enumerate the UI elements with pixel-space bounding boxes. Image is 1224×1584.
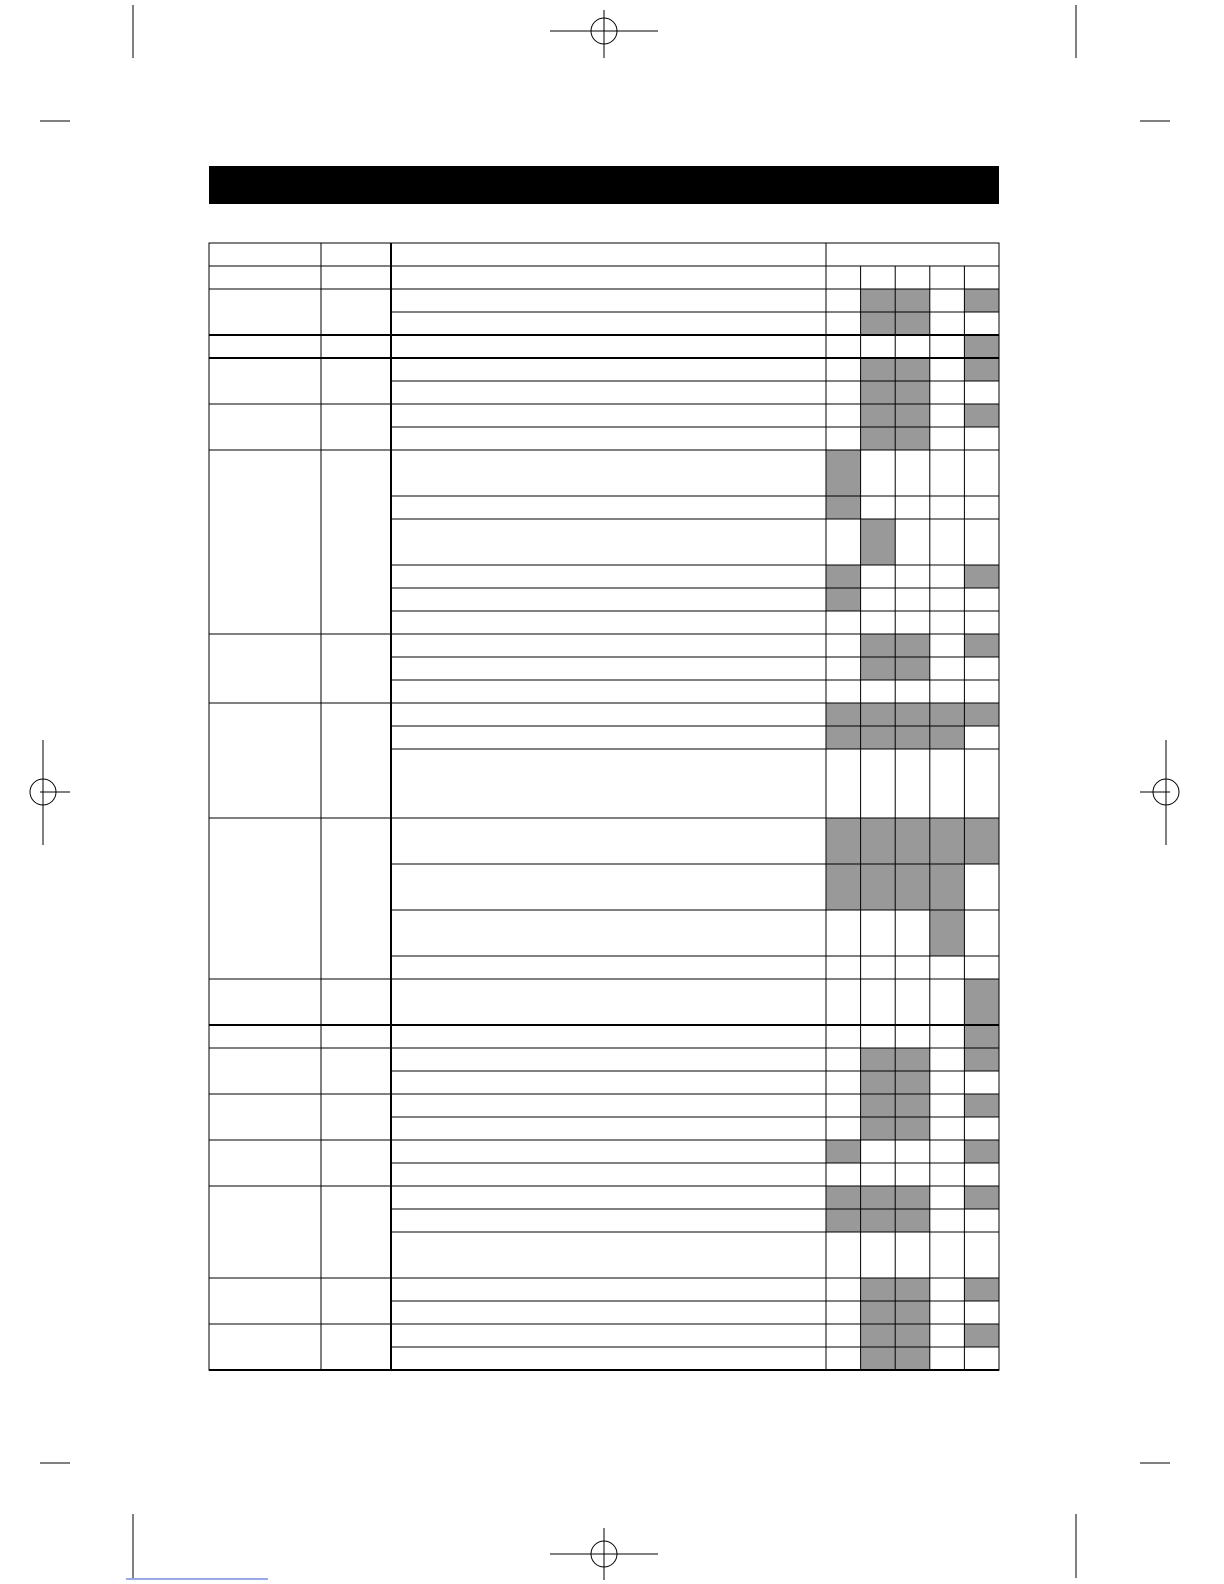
shaded-cell — [895, 1301, 930, 1324]
shaded-cell — [895, 1186, 930, 1209]
shaded-cell — [964, 358, 999, 381]
shaded-cell — [964, 404, 999, 427]
shaded-cell — [964, 1025, 999, 1048]
shaded-cell — [826, 496, 861, 519]
shaded-cell — [826, 588, 861, 611]
shaded-cell — [895, 381, 930, 404]
shaded-cell — [895, 864, 930, 910]
shaded-cell — [861, 726, 896, 749]
shaded-cell — [861, 1347, 896, 1370]
shaded-cell — [964, 289, 999, 312]
shaded-cell — [930, 864, 965, 910]
shaded-cell — [895, 312, 930, 335]
shaded-cell — [930, 910, 965, 956]
shaded-cell — [861, 381, 896, 404]
shaded-cell — [964, 1048, 999, 1071]
shaded-cell — [826, 818, 861, 864]
shaded-cell — [861, 1094, 896, 1117]
shaded-cell — [826, 1186, 861, 1209]
shaded-cell — [861, 312, 896, 335]
shaded-cell — [895, 404, 930, 427]
shaded-cell — [895, 657, 930, 680]
shaded-cell — [861, 818, 896, 864]
shaded-cell — [964, 565, 999, 588]
shaded-cell — [826, 1140, 861, 1163]
shaded-cell — [895, 1094, 930, 1117]
shaded-cell — [895, 1347, 930, 1370]
shaded-cell — [861, 289, 896, 312]
shaded-cell — [861, 634, 896, 657]
shaded-cell — [861, 358, 896, 381]
shaded-cell — [861, 1209, 896, 1232]
shaded-cell — [861, 404, 896, 427]
shaded-cell — [861, 427, 896, 450]
shaded-cell — [895, 427, 930, 450]
shaded-cell — [895, 1048, 930, 1071]
shaded-cell — [861, 1071, 896, 1094]
shaded-cell — [930, 818, 965, 864]
shaded-cell — [895, 1278, 930, 1301]
shaded-cell — [964, 1186, 999, 1209]
shaded-cell — [895, 1209, 930, 1232]
shaded-cell — [826, 450, 861, 496]
shaded-cell — [964, 818, 999, 864]
shaded-cell — [826, 565, 861, 588]
shaded-cell — [861, 519, 896, 565]
shaded-cell — [861, 1324, 896, 1347]
shaded-cell — [861, 1186, 896, 1209]
shaded-cell — [895, 289, 930, 312]
shaded-cell — [930, 726, 965, 749]
shaded-cell — [895, 1324, 930, 1347]
shaded-cell — [861, 703, 896, 726]
shaded-cell — [826, 1209, 861, 1232]
shaded-cell — [964, 335, 999, 358]
shaded-cell — [964, 703, 999, 726]
shaded-cell — [895, 634, 930, 657]
shaded-cell — [895, 703, 930, 726]
shaded-cell — [826, 864, 861, 910]
shaded-cell — [964, 1278, 999, 1301]
shaded-cell — [826, 726, 861, 749]
shaded-cell — [964, 1324, 999, 1347]
shaded-cell — [861, 1278, 896, 1301]
shaded-cell — [964, 1140, 999, 1163]
shaded-cell — [895, 1117, 930, 1140]
shaded-cell — [895, 726, 930, 749]
shaded-cell — [895, 1071, 930, 1094]
shaded-cell — [964, 634, 999, 657]
shaded-cell — [861, 1117, 896, 1140]
shaded-cell — [964, 979, 999, 1025]
shaded-cell — [895, 818, 930, 864]
shaded-cell — [895, 358, 930, 381]
shaded-cell — [861, 1048, 896, 1071]
shaded-cell — [826, 703, 861, 726]
shaded-cell — [930, 703, 965, 726]
shaded-cell — [861, 1301, 896, 1324]
shaded-cell — [964, 1094, 999, 1117]
shaded-cell — [861, 657, 896, 680]
shaded-cell — [861, 864, 896, 910]
